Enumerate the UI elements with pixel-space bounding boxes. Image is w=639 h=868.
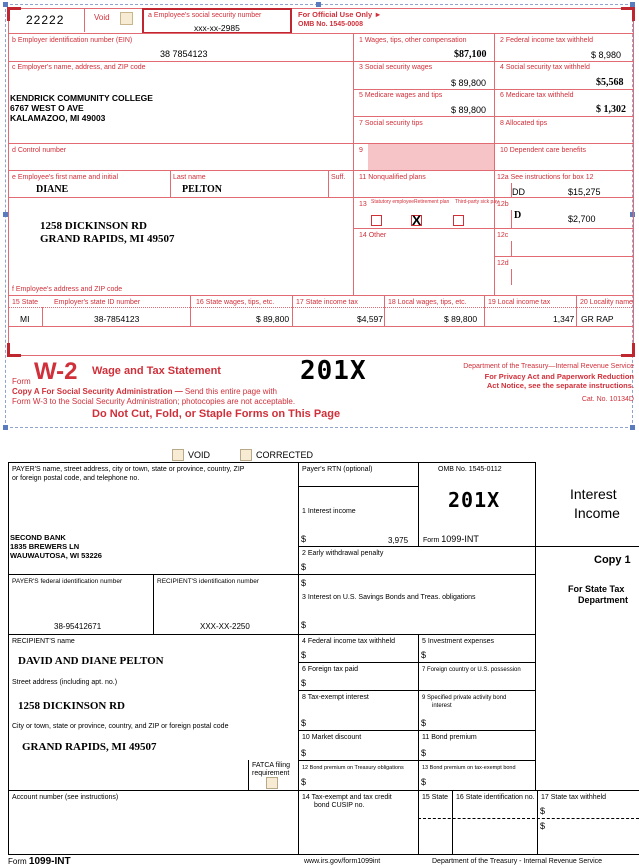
- copy-a-line1: Copy A For Social Security Administration — Send this entire page with: [12, 387, 277, 396]
- box5-dollar: $: [421, 650, 427, 660]
- payer-label-1: PAYER'S name, street address, city or town, state or province, country, ZIP: [12, 466, 245, 473]
- corrected-label: CORRECTED: [256, 450, 314, 460]
- employer-city: KALAMAZOO, MI 49003: [10, 113, 106, 123]
- box10-dollar: $: [301, 748, 307, 758]
- form-title: Wage and Tax Statement: [92, 365, 221, 377]
- ssn-label: a Employee's social security number: [148, 12, 262, 19]
- box15-label: 15 State: [12, 299, 39, 306]
- recipient-name-label: RECIPIENT'S name: [12, 638, 75, 645]
- employee-address-label: f Employee's address and ZIP code: [12, 286, 123, 293]
- box12a-label: 12a See instructions for box 12: [497, 174, 594, 181]
- box16-label: 16 State identification no.: [456, 794, 535, 801]
- box13-label: 13: [359, 201, 367, 208]
- box14-label-2: bond CUSIP no.: [314, 802, 365, 809]
- ein-label: b Employer identification number (EIN): [12, 37, 133, 44]
- box1-value: $87,100: [454, 49, 487, 60]
- box8-dollar: $: [301, 718, 307, 728]
- privacy-line2: Act Notice, see the separate instructions.: [486, 381, 634, 390]
- omb-number: OMB No. 1545-0112: [438, 466, 502, 473]
- privacy-line1: For Privacy Act and Paperwork Reduction: [484, 372, 634, 381]
- box11-dollar: $: [421, 748, 427, 758]
- box16-label: 16 State wages, tips, etc.: [196, 299, 275, 306]
- footer-dept: Department of the Treasury - Internal Revenue Service: [432, 858, 603, 865]
- selection-handle[interactable]: [316, 2, 321, 7]
- box14-label: 14 Other: [359, 232, 387, 239]
- box12-dollar: $: [301, 777, 307, 787]
- void-checkbox[interactable]: [172, 449, 184, 461]
- selection-handle[interactable]: [3, 425, 8, 430]
- box11-label: 11 Nonqualified plans: [359, 174, 426, 181]
- ein-value: 38 7854123: [160, 49, 208, 59]
- form-name: W-2: [34, 358, 78, 385]
- box17-dollar-2: $: [540, 821, 546, 831]
- recipient-id-label: RECIPIENT'S identification number: [157, 578, 260, 585]
- account-label: Account number (see instructions): [12, 794, 119, 801]
- box15-label: 15 State: [422, 794, 449, 801]
- state-id-label: Employer's state ID number: [54, 299, 141, 306]
- box9-label-2: interest: [432, 703, 452, 709]
- box6-value: $ 1,302: [596, 104, 626, 115]
- box3-dollar-2: $: [301, 620, 307, 630]
- box12b-code: D: [514, 210, 522, 221]
- box13-label: 13 Bond premium on tax-exempt bond: [422, 765, 516, 771]
- box6-label: 6 Medicare tax withheld: [500, 92, 574, 99]
- w2-form: [0, 0, 639, 430]
- official-use: For Official Use Only ►: [298, 10, 382, 19]
- box8-label: 8 Tax-exempt interest: [302, 694, 369, 701]
- city-label: City or town, state or province, country, and ZIP or foreign postal code: [12, 723, 229, 730]
- corner-mark: [621, 7, 635, 21]
- void-label: VOID: [188, 450, 211, 460]
- payer-fed-label: PAYER'S federal identification number: [12, 578, 123, 585]
- box4-label: 4 Federal income tax withheld: [302, 638, 395, 645]
- street-value: 1258 DICKINSON RD: [18, 700, 125, 712]
- box17-dollar: $: [540, 806, 546, 816]
- box12-label: 12 Bond premium on Treasury obligations: [302, 765, 404, 771]
- recipient-id-value: XXX-XX-2250: [200, 622, 250, 631]
- city-value: GRAND RAPIDS, MI 49507: [22, 741, 157, 753]
- box14-label-1: 14 Tax-exempt and tax credit: [302, 794, 392, 801]
- box13-retirement: Retirement plan: [414, 199, 450, 205]
- box6-dollar: $: [301, 678, 307, 688]
- corner-mark: [621, 343, 635, 357]
- box9-label: 9: [359, 147, 363, 154]
- footer-url[interactable]: www.irs.gov/form1099int: [304, 858, 381, 865]
- box4-dollar: $: [301, 650, 307, 660]
- control-code: 22222: [26, 13, 65, 27]
- thirdparty-checkbox[interactable]: [453, 215, 464, 226]
- box1-label: 1 Wages, tips, other compensation: [359, 37, 467, 44]
- suff-label: Suff.: [331, 174, 346, 181]
- fatca-label-2: requirement: [252, 770, 290, 777]
- recipient-name: DAVID AND DIANE PELTON: [18, 655, 164, 667]
- title-line2: Income: [574, 505, 620, 521]
- payer-name: SECOND BANK: [10, 533, 66, 542]
- box10-label: 10 Dependent care benefits: [500, 147, 587, 154]
- box8-label: 8 Allocated tips: [500, 120, 548, 127]
- box12c-label: 12c: [497, 232, 509, 239]
- control-number-label: d Control number: [12, 147, 67, 154]
- box4-value: $5,568: [596, 77, 624, 88]
- omb-number: OMB No. 1545-0008: [298, 21, 363, 28]
- box15-state: MI: [20, 314, 30, 324]
- box2-value: $ 8,980: [591, 50, 622, 60]
- box6-label: 6 Foreign tax paid: [302, 666, 359, 673]
- box2-label: 2 Early withdrawal penalty: [302, 550, 384, 557]
- fatca-label-1: FATCA filing: [252, 762, 290, 769]
- box5-label: 5 Investment expenses: [422, 638, 494, 645]
- employee-street: 1258 DICKINSON RD: [40, 220, 147, 232]
- employer-street: 6767 WEST O AVE: [10, 103, 84, 113]
- box4-label: 4 Social security tax withheld: [500, 64, 590, 71]
- box17-label: 17 State income tax: [296, 299, 358, 306]
- box16-value: $ 89,800: [256, 314, 290, 324]
- box12b-label: 12b: [497, 201, 509, 208]
- statutory-checkbox[interactable]: [371, 215, 382, 226]
- do-not-cut: Do Not Cut, Fold, or Staple Forms on This Page: [92, 408, 341, 420]
- box20-value: GR RAP: [581, 314, 614, 324]
- box17-label: 17 State tax withheld: [541, 794, 606, 801]
- box19-label: 19 Local income tax: [488, 299, 551, 306]
- employer-label: c Employer's name, address, and ZIP code: [12, 64, 146, 71]
- ssn-value: xxx-xx-2985: [194, 23, 240, 33]
- first-name-label: e Employee's first name and initial: [12, 174, 118, 181]
- employee-city: GRAND RAPIDS, MI 49507: [40, 233, 175, 245]
- street-label: Street address (including apt. no.): [12, 679, 118, 686]
- box7-label: 7 Foreign country or U.S. possession: [422, 667, 521, 673]
- first-name: DIANE: [36, 184, 69, 195]
- box12a-value: $15,275: [568, 187, 601, 197]
- box12a-code: DD: [512, 187, 525, 197]
- copy-label: Copy 1: [594, 554, 631, 566]
- corner-mark: [7, 7, 21, 21]
- title-line1: Interest: [570, 486, 617, 502]
- void-checkbox[interactable]: [120, 12, 133, 25]
- box9-shade: [368, 144, 494, 170]
- box3-label: 3 Interest on U.S. Savings Bonds and Treas. obligations: [302, 594, 476, 601]
- box3-value: $ 89,800: [451, 78, 487, 88]
- box1-value: 3,975: [388, 536, 409, 545]
- footer-form: Form 1099-INT: [8, 856, 71, 867]
- fatca-checkbox[interactable]: [266, 777, 278, 789]
- box7-label: 7 Social security tips: [359, 120, 423, 127]
- copy-a-line2: Form W-3 to the Social Security Administration; photocopies are not acceptable.: [12, 397, 296, 406]
- box10-label: 10 Market discount: [302, 734, 362, 741]
- box1-dollar: $: [301, 534, 307, 544]
- box9-dollar: $: [421, 718, 427, 728]
- form-word: Form: [12, 377, 31, 386]
- form-year: 201X: [300, 356, 367, 386]
- rtn-label: Payer's RTN (optional): [302, 466, 373, 473]
- box2-label: 2 Federal income tax withheld: [500, 37, 593, 44]
- last-name-label: Last name: [173, 174, 206, 181]
- employer-name: KENDRICK COMMUNITY COLLEGE: [10, 93, 153, 103]
- selection-handle[interactable]: [630, 425, 635, 430]
- box3-label: 3 Social security wages: [359, 64, 433, 71]
- dept-label: Department of the Treasury—Internal Revenue Service: [463, 363, 634, 370]
- copy-desc-2: Department: [578, 595, 629, 605]
- last-name: PELTON: [182, 184, 223, 195]
- corner-mark: [7, 343, 21, 357]
- payer-fed-value: 38-95412671: [54, 622, 102, 631]
- box5-label: 5 Medicare wages and tips: [359, 92, 443, 99]
- form-code-small: Form 1099-INT: [423, 534, 479, 544]
- box2-dollar: $: [301, 562, 307, 572]
- payer-street: 1835 BREWERS LN: [10, 542, 80, 551]
- box9-label-1: 9 Specified private activity bond: [422, 695, 507, 701]
- box11-label: 11 Bond premium: [422, 734, 477, 741]
- cat-number: Cat. No. 10134D: [581, 396, 634, 403]
- box1-label: 1 Interest income: [302, 508, 356, 515]
- box13-thirdparty: Third-party sick pay: [455, 199, 499, 205]
- box19-value: 1,347: [553, 314, 575, 324]
- box18-value: $ 89,800: [444, 314, 478, 324]
- void-label: Void: [94, 13, 110, 22]
- box12b-value: $2,700: [568, 214, 596, 224]
- box5-value: $ 89,800: [451, 105, 487, 115]
- box3-dollar: $: [301, 578, 307, 588]
- box15-id: 38-7854123: [94, 314, 140, 324]
- corrected-checkbox[interactable]: [240, 449, 252, 461]
- box12d-label: 12d: [497, 260, 509, 267]
- form-1099-int: [0, 448, 639, 868]
- form-year: 201X: [448, 488, 501, 512]
- box13-statutory: Statutory employee: [371, 199, 415, 205]
- box13-dollar: $: [421, 777, 427, 787]
- payer-city: WAUWAUTOSA, WI 53226: [10, 551, 102, 560]
- payer-label-2: or foreign postal code, and telephone no.: [12, 475, 140, 482]
- retirement-check-mark: X: [411, 212, 422, 228]
- box20-label: 20 Locality name: [580, 299, 633, 306]
- copy-desc-1: For State Tax: [568, 584, 625, 594]
- box17-value: $4,597: [357, 314, 383, 324]
- box18-label: 18 Local wages, tips, etc.: [388, 299, 467, 306]
